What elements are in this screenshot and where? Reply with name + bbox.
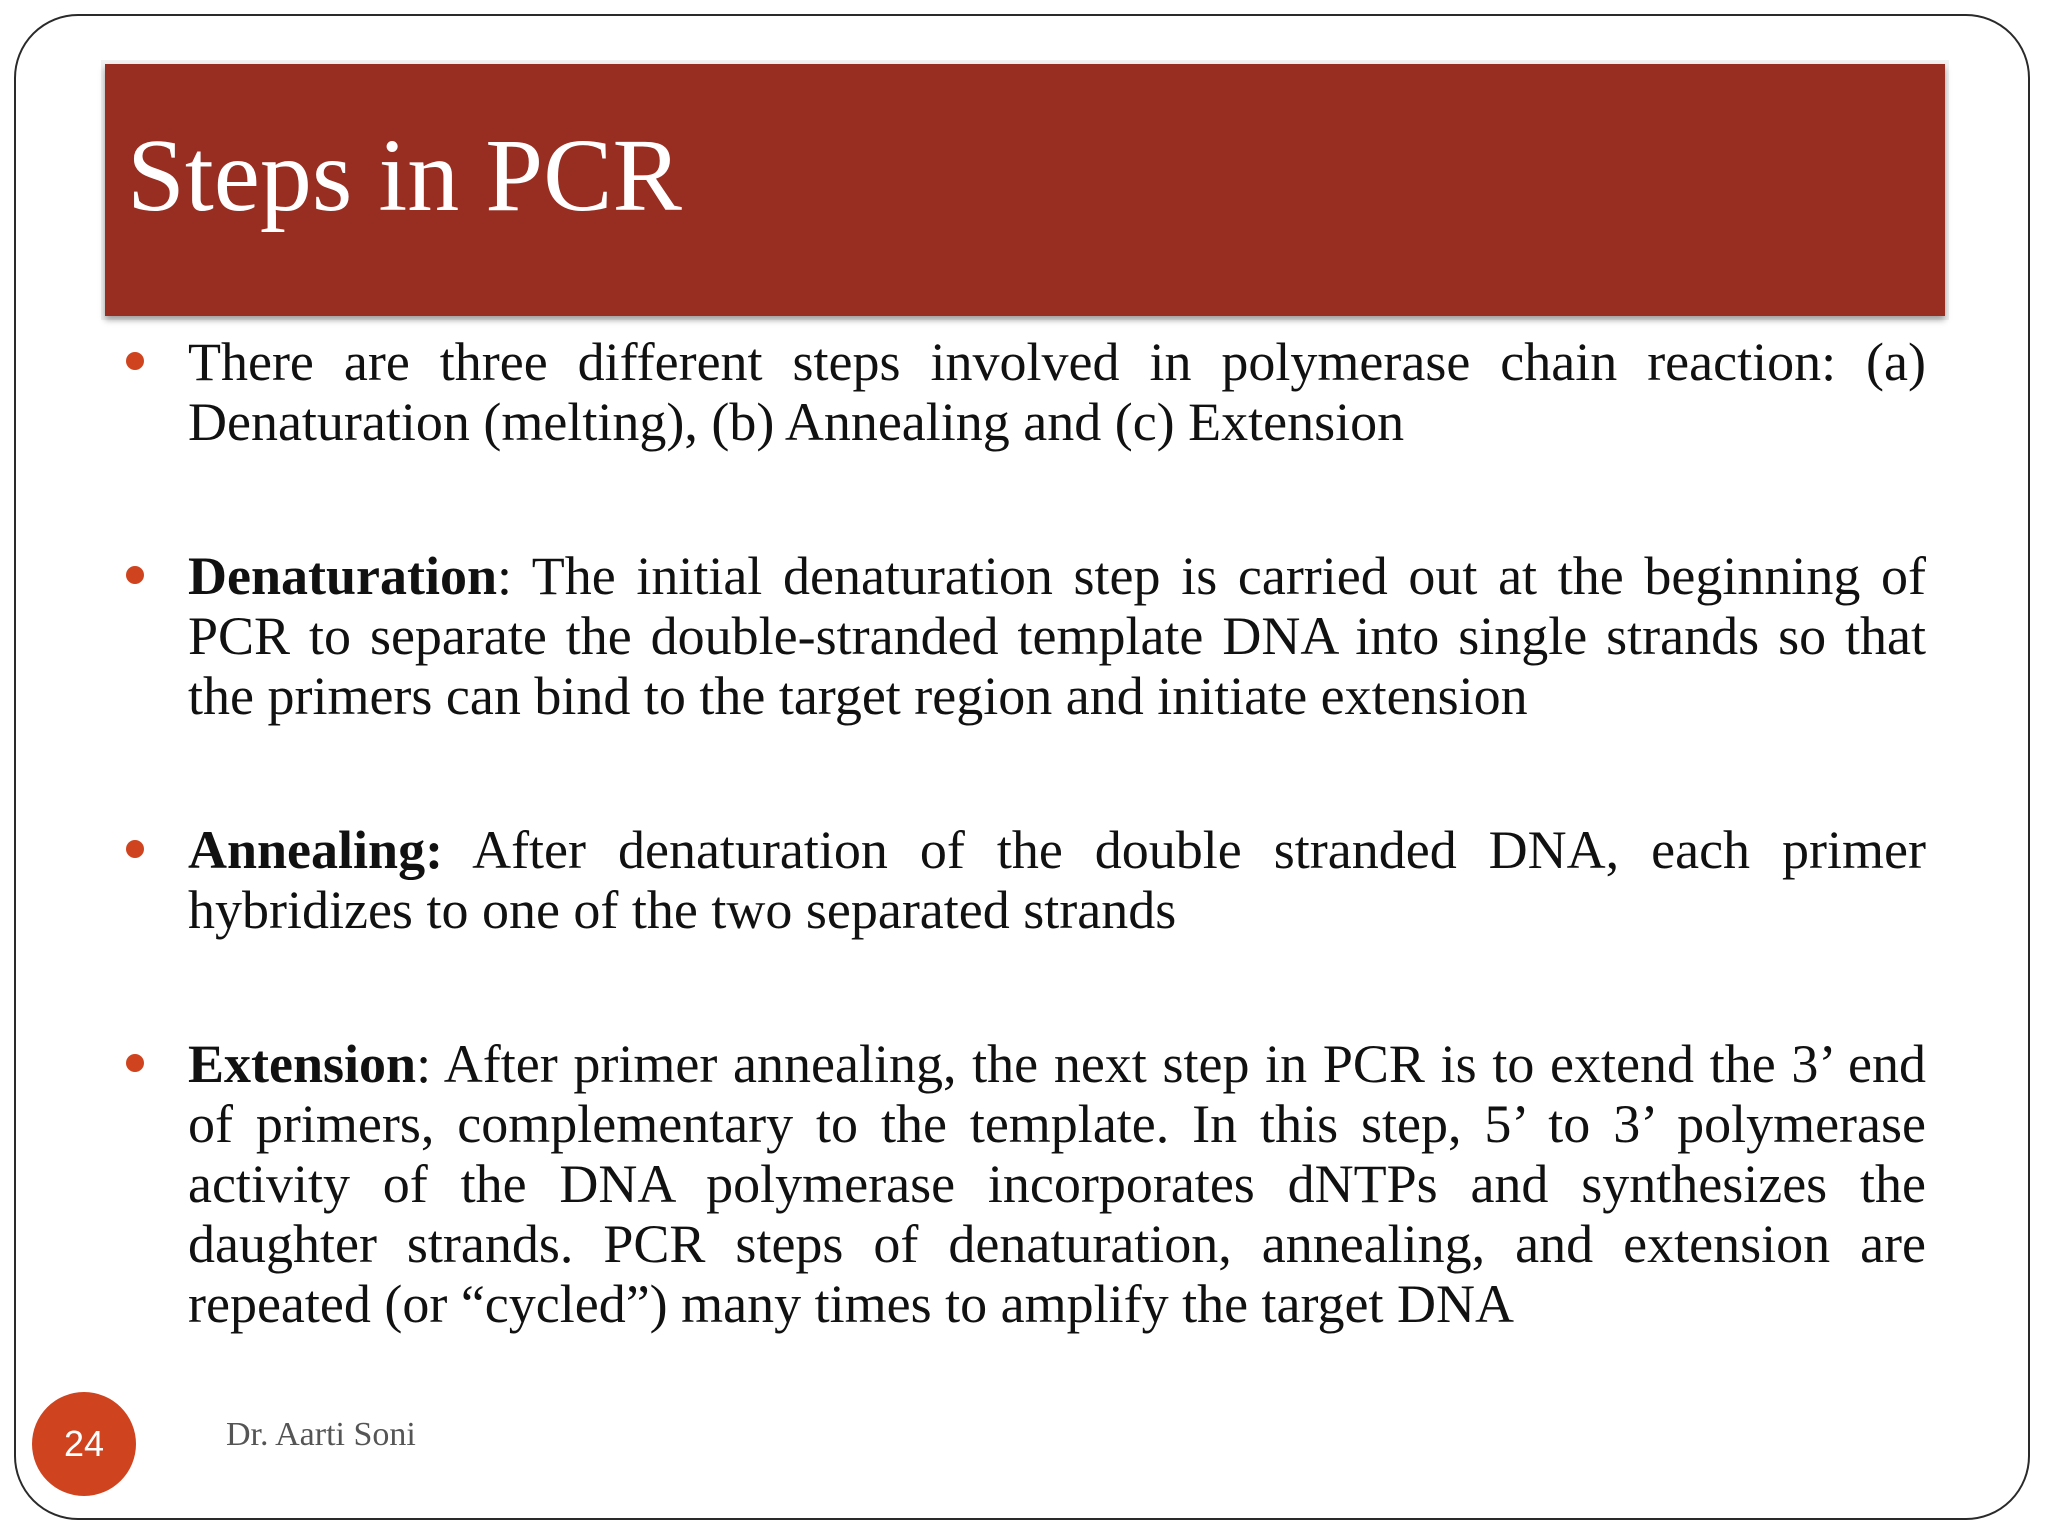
bullet-dot-icon: [126, 566, 144, 584]
bullet-term: Denaturation: [188, 546, 497, 606]
bullet-separator: :: [497, 546, 532, 606]
bullet-separator: :: [416, 1034, 444, 1094]
slide-title: Steps in PCR: [127, 118, 682, 233]
title-bar: [105, 64, 1945, 316]
page-number-badge: 24: [32, 1392, 136, 1496]
bullet-extension: [126, 1034, 1926, 1334]
bullet-text: After denaturation of the double stranded DNA, each primer hybridizes to one of the two separated strands: [188, 820, 1926, 940]
bullet-dot-icon: [126, 352, 144, 370]
bullet-text: After primer annealing, the next step in PCR is to extend the 3’ end of primers, complementary to the template. In this step, 5’ to 3’ polymerase activity of the DNA polymerase incorporates dNTPs and synthesizes the daughter strands. PCR steps of denaturation, annealing, and extension are repeated (or “cycled”) many times to amplify the target DNA: [188, 1034, 1926, 1334]
bullet-text: There are three different steps involved in polymerase chain reaction: (a) Denaturation (melting), (b) Annealing and (c) Extension: [188, 332, 1926, 452]
bullet-dot-icon: [126, 1054, 144, 1072]
footer-author: Dr. Aarti Soni: [226, 1416, 416, 1453]
bullet-overview: [126, 332, 1926, 452]
bullet-term: Annealing:: [188, 820, 444, 880]
bullet-term: Extension: [188, 1034, 417, 1094]
bullet-dot-icon: [126, 840, 144, 858]
bullet-separator: [443, 820, 472, 880]
bullet-denaturation: [126, 546, 1926, 726]
slide-content: [126, 332, 1926, 1334]
bullet-annealing: [126, 820, 1926, 940]
bullet-text: The initial denaturation step is carried out at the beginning of PCR to separate the double-stranded template DNA into single strands so that the primers can bind to the target region and initiate extension: [188, 546, 1926, 726]
